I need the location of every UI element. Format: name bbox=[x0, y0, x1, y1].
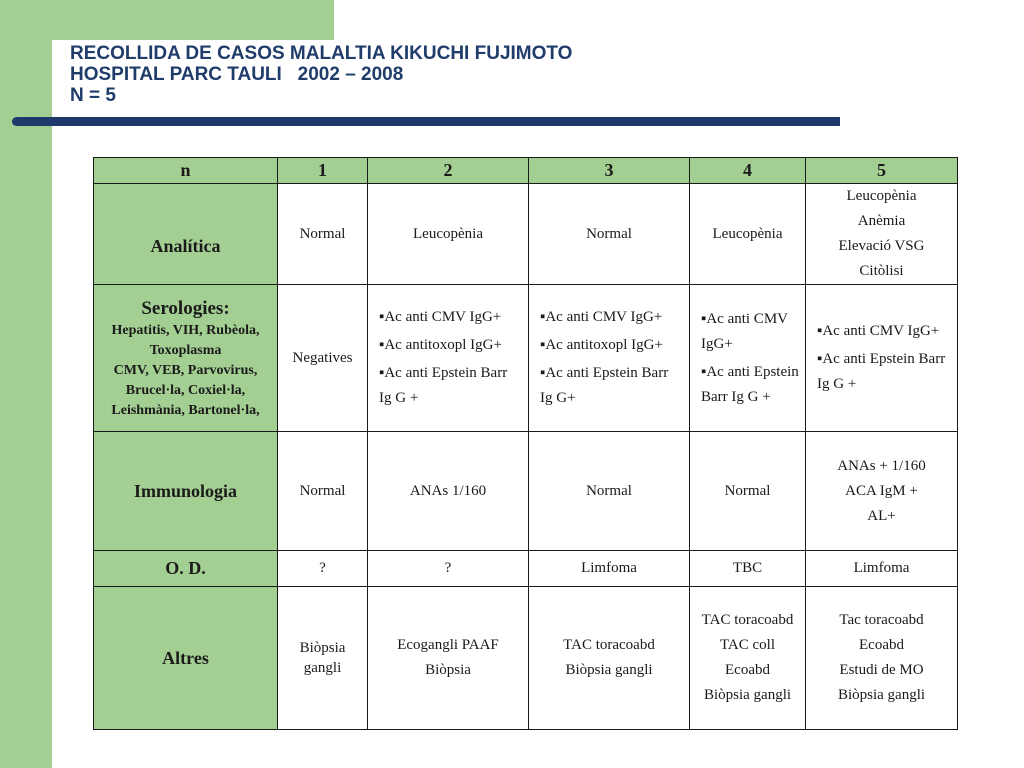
header-case-4: 4 bbox=[690, 158, 806, 184]
cell-immunologia-2: ANAs 1/160 bbox=[368, 432, 529, 551]
cell-immunologia-3: Normal bbox=[529, 432, 690, 551]
serologies-title: Serologies: bbox=[141, 297, 230, 319]
immunologia-5-line-3: AL+ bbox=[867, 507, 896, 524]
serologies-sub-3: CMV, VEB, Parvovirus, bbox=[113, 362, 258, 378]
left-accent-bar bbox=[0, 0, 52, 768]
serologies-sub-1: Hepatitis, VIH, Rubèola, bbox=[111, 322, 260, 338]
header-case-2: 2 bbox=[368, 158, 529, 184]
serologies-sub-5: Leishmània, Bartonel·la, bbox=[111, 402, 260, 418]
slide-title bbox=[70, 43, 830, 106]
row-label-analitica bbox=[94, 184, 278, 285]
header-n: n bbox=[94, 158, 278, 184]
serologies-3-item-3: ▪ Ac anti Epstein Barr Ig G+ bbox=[540, 361, 683, 411]
top-accent-block bbox=[0, 0, 334, 40]
altres-5-line-4: Biòpsia gangli bbox=[837, 687, 926, 703]
altres-4-line-3: Ecoabd bbox=[725, 662, 770, 678]
row-label-immunologia: Immunologia bbox=[94, 432, 278, 551]
title-line-3: N = 5 bbox=[70, 85, 116, 106]
row-altres bbox=[94, 587, 958, 730]
serologies-2-item-2: ▪ Ac antitoxopl IgG+ bbox=[379, 333, 522, 358]
cell-serologies-2 bbox=[368, 285, 529, 432]
cell-immunologia-5 bbox=[806, 432, 958, 551]
cell-serologies-1: Negatives bbox=[278, 285, 368, 432]
serologies-3-item-1: ▪ Ac anti CMV IgG+ bbox=[540, 305, 683, 330]
altres-1-line-2: gangli bbox=[303, 660, 342, 676]
row-serologies bbox=[94, 285, 958, 432]
cell-serologies-5 bbox=[806, 285, 958, 432]
serologies-4-item-1: ▪ Ac anti CMV IgG+ bbox=[701, 307, 799, 357]
row-immunologia bbox=[94, 432, 958, 551]
altres-5-line-2: Ecoabd bbox=[859, 637, 904, 653]
analitica-5-line-1: Leucopènia bbox=[846, 188, 917, 204]
analitica-5-line-3: Elevació VSG bbox=[838, 238, 925, 254]
row-label-altres: Altres bbox=[94, 587, 278, 730]
serologies-5-item-2: ▪ Ac anti Epstein Barr Ig G + bbox=[817, 347, 951, 397]
serologies-3-item-2: ▪ Ac antitoxopl IgG+ bbox=[540, 333, 683, 358]
altres-3-line-1: TAC toracoabd bbox=[563, 637, 655, 653]
altres-2-line-2: Biòpsia bbox=[425, 662, 471, 678]
row-od bbox=[94, 551, 958, 587]
cell-od-3: Limfoma bbox=[529, 551, 690, 587]
serologies-2-item-1: ▪ Ac anti CMV IgG+ bbox=[379, 305, 522, 330]
serologies-4-item-2: ▪ Ac anti Epstein Barr Ig G + bbox=[701, 360, 799, 410]
analitica-5-line-2: Anèmia bbox=[857, 213, 906, 229]
immunologia-5-line-2: ACA IgM + bbox=[845, 482, 918, 499]
cell-od-5: Limfoma bbox=[806, 551, 958, 587]
altres-4-line-1: TAC toracoabd bbox=[701, 612, 794, 628]
cell-od-4: TBC bbox=[690, 551, 806, 587]
immunologia-5-line-1: ANAs + 1/160 bbox=[837, 457, 926, 474]
analitica-5-line-4: Citòlisi bbox=[859, 263, 904, 279]
serologies-sub-4: Brucel·la, Coxiel·la, bbox=[125, 382, 246, 398]
cell-altres-3 bbox=[529, 587, 690, 730]
cell-altres-2 bbox=[368, 587, 529, 730]
cell-analitica-4: Leucopènia bbox=[690, 184, 806, 285]
altres-5-line-1: Tac toracoabd bbox=[839, 612, 924, 628]
altres-2-line-1: Ecogangli PAAF bbox=[397, 637, 499, 653]
title-line-2: HOSPITAL PARC TAULI 2002 – 2008 bbox=[70, 64, 404, 85]
title-line-1: RECOLLIDA DE CASOS MALALTIA KIKUCHI FUJIMOTO bbox=[70, 43, 573, 64]
cell-analitica-3: Normal bbox=[529, 184, 690, 285]
row-analitica bbox=[94, 184, 958, 285]
cases-table bbox=[93, 157, 958, 730]
serologies-sub-2: Toxoplasma bbox=[149, 342, 222, 358]
altres-4-line-4: Biòpsia gangli bbox=[703, 687, 792, 703]
altres-4-line-2: TAC coll bbox=[719, 637, 776, 653]
cell-analitica-2: Leucopènia bbox=[368, 184, 529, 285]
row-label-serologies bbox=[94, 285, 278, 432]
row-label-analitica-text: Analítica bbox=[150, 235, 221, 256]
serologies-5-item-1: ▪ Ac anti CMV IgG+ bbox=[817, 319, 951, 344]
cell-serologies-3 bbox=[529, 285, 690, 432]
cell-altres-4 bbox=[690, 587, 806, 730]
header-case-5: 5 bbox=[806, 158, 958, 184]
title-divider bbox=[12, 117, 840, 126]
serologies-2-item-3: ▪ Ac anti Epstein Barr Ig G + bbox=[379, 361, 522, 411]
cell-altres-5 bbox=[806, 587, 958, 730]
row-label-od: O. D. bbox=[94, 551, 278, 587]
cell-analitica-1: Normal bbox=[278, 184, 368, 285]
header-row bbox=[94, 158, 958, 184]
cell-od-2: ? bbox=[368, 551, 529, 587]
cell-analitica-5 bbox=[806, 184, 958, 285]
altres-3-line-2: Biòpsia gangli bbox=[565, 662, 653, 678]
cell-od-1: ? bbox=[278, 551, 368, 587]
altres-1-line-1: Biòpsia bbox=[299, 640, 346, 656]
header-case-1: 1 bbox=[278, 158, 368, 184]
header-case-3: 3 bbox=[529, 158, 690, 184]
cell-serologies-4 bbox=[690, 285, 806, 432]
altres-5-line-3: Estudi de MO bbox=[839, 662, 924, 678]
cell-immunologia-4: Normal bbox=[690, 432, 806, 551]
cell-altres-1 bbox=[278, 587, 368, 730]
cell-immunologia-1: Normal bbox=[278, 432, 368, 551]
